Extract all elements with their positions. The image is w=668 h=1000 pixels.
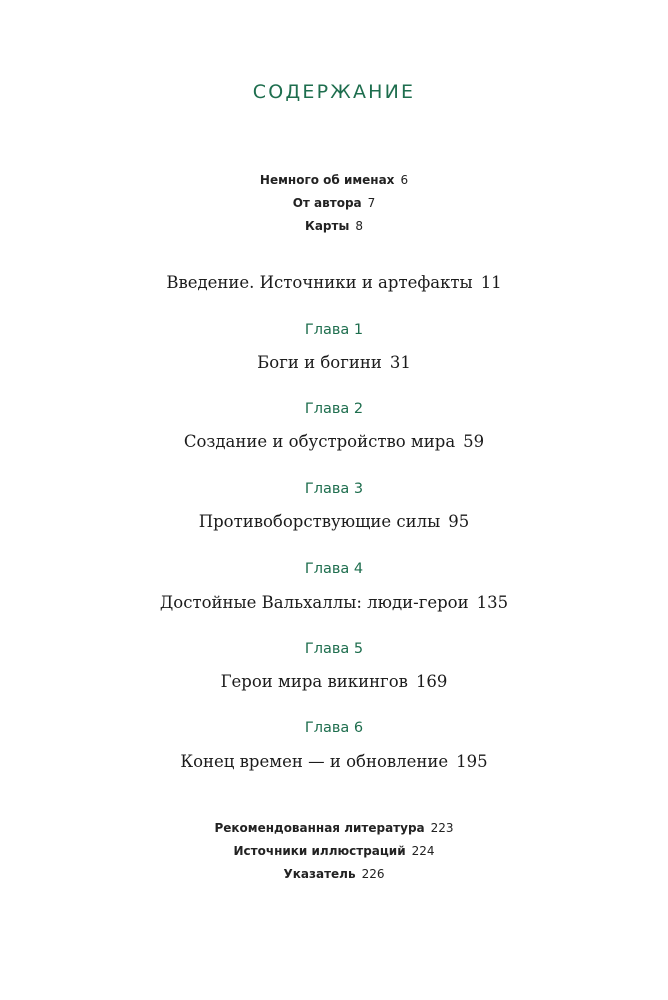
toc-entry-label: Рекомендованная литература	[214, 821, 425, 835]
chapter-2-entry	[0, 432, 668, 451]
toc-entry-page: 223	[430, 821, 454, 835]
toc-entry-page: 31	[389, 353, 411, 372]
page-title: СОДЕРЖАНИЕ	[252, 81, 416, 103]
chapter-title: Создание и обустройство мира	[183, 432, 456, 451]
toc-entry-back-3	[0, 867, 668, 881]
toc-entry-page: 7	[367, 196, 376, 210]
chapter-3-label: Глава 3	[304, 481, 364, 497]
chapter-title: Герои мира викингов	[220, 672, 408, 691]
chapter-3-entry	[0, 512, 668, 531]
chapter-5-label: Глава 5	[304, 641, 364, 657]
toc-entry-back-2	[0, 844, 668, 858]
chapter-2-label: Глава 2	[304, 401, 364, 417]
toc-entry-page: 169	[415, 672, 448, 691]
toc-entry-label: Карты	[305, 219, 350, 233]
toc-entry-page: 226	[361, 867, 385, 881]
toc-entry-page: 6	[400, 173, 409, 187]
toc-entry-label: От автора	[292, 196, 362, 210]
toc-entry-label: Немного об именах	[259, 173, 395, 187]
toc-entry-front-3	[0, 219, 668, 233]
toc-entry-label: Введение. Источники и артефакты	[166, 273, 473, 292]
toc-entry-front-1	[0, 173, 668, 187]
chapter-5-entry	[0, 672, 668, 691]
chapter-4-entry	[0, 593, 668, 612]
toc-entry-label: Указатель	[283, 867, 356, 881]
toc-entry-page: 95	[448, 512, 470, 531]
toc-entry-introduction	[0, 273, 668, 292]
chapter-4-label: Глава 4	[304, 561, 364, 577]
toc-entry-front-2	[0, 196, 668, 210]
chapter-title: Боги и богини	[257, 353, 382, 372]
toc-entry-page: 59	[463, 432, 485, 451]
toc-entry-label: Источники иллюстраций	[233, 844, 406, 858]
chapter-title: Противоборствующие силы	[198, 512, 441, 531]
chapter-6-entry	[0, 752, 668, 771]
chapter-title: Достойные Вальхаллы: люди-герои	[159, 593, 469, 612]
toc-entry-page: 135	[476, 593, 509, 612]
chapter-6-label: Глава 6	[304, 720, 364, 736]
toc-entry-page: 224	[411, 844, 435, 858]
chapter-1-label: Глава 1	[304, 322, 364, 338]
toc-entry-page: 195	[456, 752, 488, 771]
chapter-title: Конец времен — и обновление	[180, 752, 449, 771]
toc-entry-page: 11	[480, 273, 502, 292]
chapter-1-entry	[0, 353, 668, 372]
toc-entry-back-1	[0, 821, 668, 835]
toc-entry-page: 8	[355, 219, 363, 233]
